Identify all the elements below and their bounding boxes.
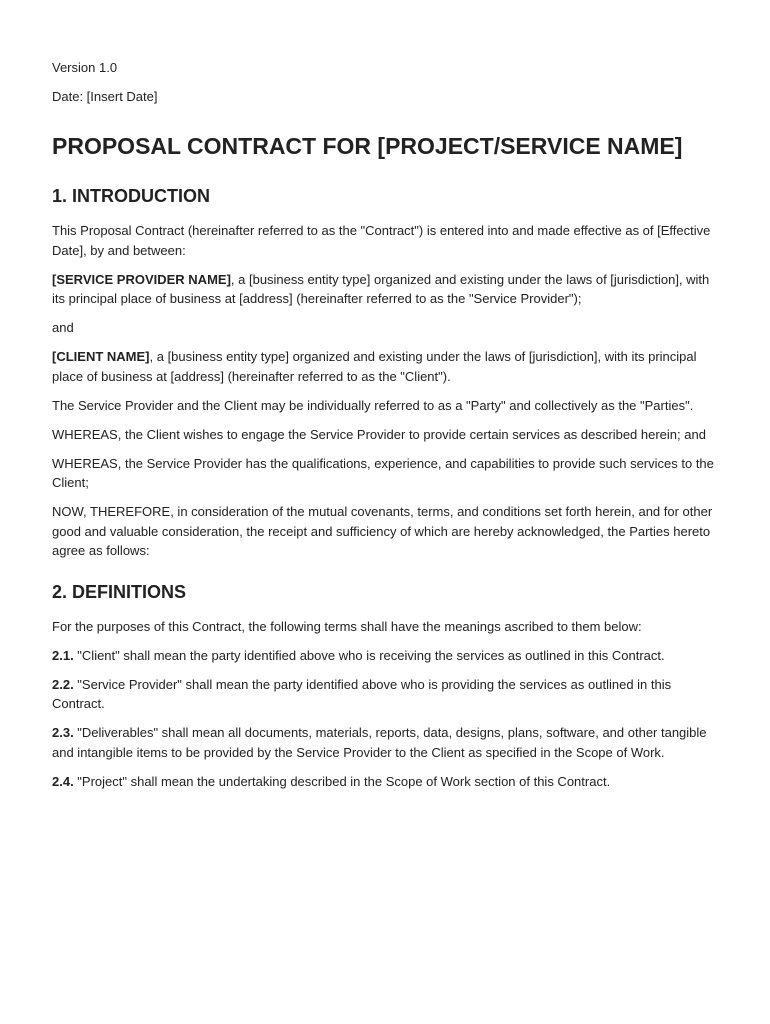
section-heading-definitions: 2. DEFINITIONS	[52, 581, 187, 602]
client-paragraph	[52, 347, 724, 386]
definition-text: "Deliverables" shall mean all documents, materials, reports, data, designs, plans, software, and other tangible and intangible items to be provided by the Service Provider to the Client as specified in the Scope of Work.	[52, 725, 707, 760]
definition-text: "Project" shall mean the undertaking described in the Scope of Work section of this Contract.	[73, 773, 611, 789]
definition-item	[52, 675, 724, 714]
now-therefore-paragraph: NOW, THEREFORE, in consideration of the mutual covenants, terms, and conditions set forth herein, and for other good and valuable consideration, the receipt and sufficiency of which are hereby acknowledged, the Parties hereto agree as follows:	[52, 504, 713, 558]
definition-number: 2.1.	[52, 647, 74, 663]
whereas-paragraph-2: WHEREAS, the Service Provider has the qualifications, experience, and capabilities to provide such services to the Client;	[52, 455, 714, 490]
definitions-intro-paragraph: For the purposes of this Contract, the following terms shall have the meanings ascribed to them below:	[52, 618, 642, 634]
definition-item	[52, 723, 724, 762]
definition-number: 2.2.	[52, 676, 74, 692]
document-version: Version 1.0	[52, 60, 118, 75]
document-title: PROPOSAL CONTRACT FOR [PROJECT/SERVICE NAME]	[52, 133, 683, 159]
whereas-paragraph-1: WHEREAS, the Client wishes to engage the Service Provider to provide certain services as described herein; and	[52, 426, 706, 442]
definition-text: "Service Provider" shall mean the party identified above who is providing the services as outlined in this Contract.	[52, 676, 672, 711]
definition-number: 2.4.	[52, 773, 74, 789]
provider-description: , a [business entity type] organized and existing under the laws of [jurisdiction], with its principal place of business at [address] (hereinafter referred to as the "Service Provider");	[52, 271, 710, 306]
definition-item	[52, 772, 724, 792]
and-conjunction: and	[52, 320, 74, 335]
provider-name: [SERVICE PROVIDER NAME]	[52, 271, 231, 287]
definition-number: 2.3.	[52, 725, 74, 740]
provider-paragraph	[52, 270, 724, 309]
section-heading-introduction: 1. INTRODUCTION	[52, 186, 211, 206]
intro-opening-paragraph: This Proposal Contract (hereinafter referred to as the "Contract") is entered into and made effective as of [Effective Date], by and between:	[52, 223, 711, 258]
parties-paragraph: The Service Provider and the Client may be individually referred to as a "Party" and collectively as the "Parties".	[52, 397, 694, 413]
client-name: [CLIENT NAME]	[52, 349, 150, 364]
document-page	[52, 58, 724, 801]
definition-text: "Client" shall mean the party identified above who is receiving the services as outlined in this Contract.	[73, 647, 665, 663]
client-description: , a [business entity type] organized and existing under the laws of [jurisdiction], with its principal place of business at [address] (hereinafter referred to as the "Client").	[52, 349, 697, 384]
document-date: Date: [Insert Date]	[52, 89, 158, 104]
definition-item	[52, 646, 724, 666]
